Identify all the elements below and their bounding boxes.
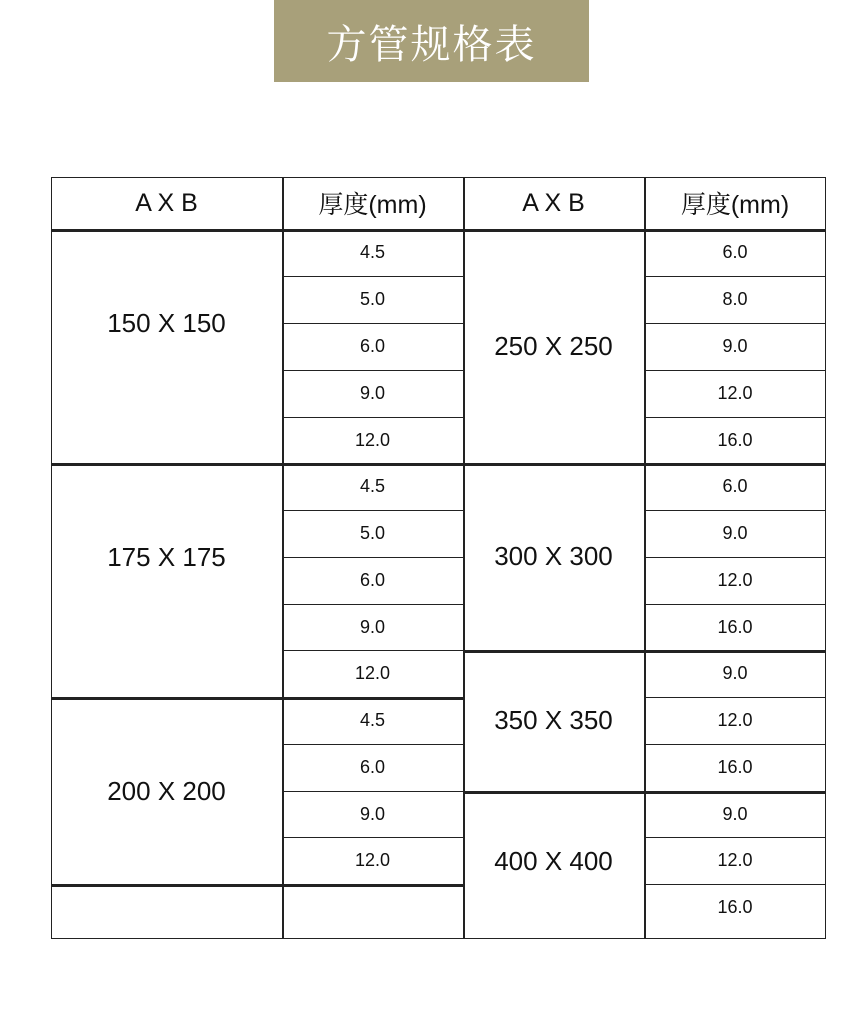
thickness-cell: 12.0 [717, 570, 753, 590]
thickness-cell: 12.0 [717, 383, 753, 403]
row-divider [282, 884, 463, 887]
size-350x350: 350 X 350 [494, 705, 613, 735]
thickness-cell: 12.0 [354, 663, 391, 683]
header-thickness-left: 厚度(mm) [318, 191, 427, 219]
thickness-cell: 6.0 [359, 757, 386, 777]
size-175x175: 175 X 175 [107, 541, 226, 572]
thickness-cell: 9.0 [722, 663, 748, 683]
thickness-cell: 5.0 [359, 523, 386, 543]
size-250x250: 250 X 250 [494, 330, 613, 361]
size-400x400: 400 X 400 [494, 846, 613, 876]
thickness-cell: 9.0 [722, 523, 748, 543]
thickness-cell: 6.0 [722, 242, 748, 262]
thickness-cell: 12.0 [354, 850, 391, 870]
thickness-cell: 6.0 [359, 570, 386, 590]
thickness-cell: 4.5 [359, 242, 386, 262]
thickness-cell: 5.0 [359, 289, 386, 309]
size-300x300: 300 X 300 [494, 541, 613, 571]
thickness-cell: 12.0 [717, 710, 753, 730]
size-150x150: 150 X 150 [107, 307, 226, 338]
thickness-cell: 9.0 [722, 336, 748, 356]
header-axb-right: A X B [522, 188, 585, 217]
spec-table [51, 177, 826, 939]
thickness-cell: 9.0 [359, 617, 386, 637]
thickness-cell: 9.0 [359, 804, 386, 824]
header-thickness-right: 厚度(mm) [680, 191, 790, 219]
thickness-cell: 16.0 [717, 897, 753, 917]
thickness-cell: 9.0 [722, 804, 748, 824]
thickness-cell: 4.5 [359, 476, 386, 496]
thickness-cell: 4.5 [359, 710, 386, 730]
thickness-cell: 8.0 [722, 289, 748, 309]
thickness-cell: 12.0 [354, 430, 391, 450]
page-title: 方管规格表 [274, 0, 589, 82]
thickness-cell: 16.0 [717, 430, 753, 450]
thickness-cell: 16.0 [717, 757, 753, 777]
header-axb-left: A X B [135, 188, 198, 217]
size-200x200: 200 X 200 [107, 775, 226, 806]
thickness-cell: 6.0 [722, 476, 748, 496]
thickness-cell: 9.0 [359, 383, 386, 403]
thickness-cell: 16.0 [717, 617, 753, 637]
thickness-cell: 6.0 [359, 336, 386, 356]
thickness-cell: 12.0 [717, 850, 753, 870]
